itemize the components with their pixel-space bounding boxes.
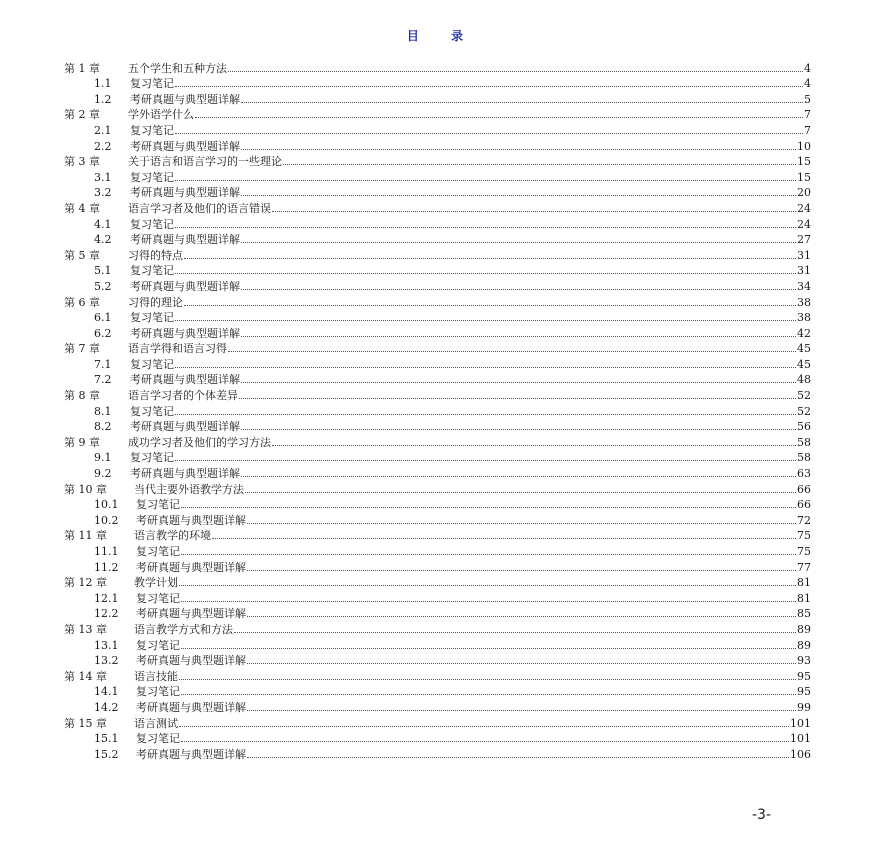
toc-section-entry[interactable]: [64, 698, 811, 714]
toc-entry-title: 复习笔记: [136, 732, 180, 746]
toc-entry-number: 7.2: [94, 373, 112, 387]
toc-section-entry[interactable]: [64, 137, 811, 153]
toc-entry-title: 复习笔记: [136, 591, 180, 605]
toc-entry-page: 77: [797, 560, 811, 574]
toc-entry-page: 4: [804, 77, 811, 91]
toc-section-entry[interactable]: [64, 418, 811, 434]
toc-entry-number: 3.2: [94, 186, 112, 200]
toc-entry-title: 复习笔记: [130, 77, 174, 91]
toc-entry-number: 6.2: [94, 326, 112, 340]
toc-dot-leader: [228, 350, 796, 352]
toc-entry-page: 4: [804, 61, 811, 75]
toc-entry-number: 第 14 章: [64, 669, 107, 683]
toc-entry-page: 34: [797, 279, 811, 293]
toc-section-entry[interactable]: [64, 636, 811, 652]
toc-entry-title: 关于语言和语言学习的一些理论: [128, 155, 282, 169]
toc-entry-page: 85: [797, 607, 811, 621]
toc-dot-leader: [179, 584, 796, 586]
toc-entry-number: 4.1: [94, 217, 112, 231]
toc-section-entry[interactable]: [64, 262, 811, 278]
toc-entry-page: 15: [797, 155, 811, 169]
toc-dot-leader: [175, 413, 796, 415]
toc-entry-page: 45: [797, 342, 811, 356]
toc-dot-leader: [241, 428, 796, 430]
toc-entry-number: 第 10 章: [64, 482, 107, 496]
toc-entry-title: 复习笔记: [136, 685, 180, 699]
toc-section-entry[interactable]: [64, 75, 811, 91]
toc-dot-leader: [247, 615, 796, 617]
toc-entry-number: 5.1: [94, 264, 112, 278]
toc-entry-title: 语言测试: [134, 716, 178, 730]
toc-section-entry[interactable]: [64, 309, 811, 325]
toc-entry-number: 9.1: [94, 451, 112, 465]
toc-section-entry[interactable]: [64, 121, 811, 137]
toc-entry-page: 66: [797, 498, 811, 512]
toc-entry-page: 89: [797, 638, 811, 652]
toc-entry-page: 81: [797, 576, 811, 590]
toc-dot-leader: [239, 397, 796, 399]
toc-dot-leader: [241, 335, 796, 337]
toc-entry-title: 复习笔记: [130, 170, 174, 184]
toc-entry-page: 99: [797, 700, 811, 714]
toc-section-entry[interactable]: [64, 730, 811, 746]
toc-dot-leader: [245, 491, 796, 493]
toc-entry-number: 第 7 章: [64, 342, 100, 356]
toc-chapter-entry[interactable]: [64, 106, 811, 122]
toc-entry-page: 101: [790, 716, 811, 730]
toc-entry-title: 语言教学的环境: [134, 529, 211, 543]
toc-entry-number: 第 15 章: [64, 716, 107, 730]
toc-dot-leader: [247, 662, 796, 664]
toc-entry-number: 8.1: [94, 404, 112, 418]
toc-chapter-entry[interactable]: [64, 620, 811, 636]
toc-entry-page: 38: [797, 295, 811, 309]
toc-chapter-entry[interactable]: [64, 480, 811, 496]
toc-entry-page: 95: [797, 685, 811, 699]
toc-entry-title: 习得的理论: [128, 295, 183, 309]
toc-chapter-entry[interactable]: [64, 386, 811, 402]
toc-entry-page: 24: [797, 201, 811, 215]
toc-entry-title: 复习笔记: [130, 357, 174, 371]
toc-entry-title: 语言技能: [134, 669, 178, 683]
toc-entry-title: 复习笔记: [130, 451, 174, 465]
toc-dot-leader: [175, 366, 796, 368]
toc-entry-page: 93: [797, 654, 811, 668]
toc-section-entry[interactable]: [64, 231, 811, 247]
toc-entry-title: 考研真题与典型题详解: [130, 92, 240, 106]
toc-dot-leader: [241, 148, 796, 150]
toc-title: 目 录: [406, 29, 478, 43]
toc-chapter-entry[interactable]: [64, 59, 811, 75]
toc-entry-title: 考研真题与典型题详解: [136, 654, 246, 668]
toc-entry-number: 第 1 章: [64, 61, 100, 75]
toc-dot-leader: [247, 756, 789, 758]
toc-dot-leader: [175, 272, 796, 274]
toc-entry-page: 7: [804, 108, 811, 122]
toc-entry-number: 2.2: [94, 139, 112, 153]
toc-entry-number: 13.1: [94, 638, 119, 652]
toc-dot-leader: [175, 319, 796, 321]
toc-section-entry[interactable]: [64, 558, 811, 574]
toc-section-entry[interactable]: [64, 449, 811, 465]
toc-entry-page: 63: [797, 467, 811, 481]
toc-dot-leader: [184, 257, 796, 259]
toc-entry-page: 31: [797, 264, 811, 278]
toc-entry-number: 10.1: [94, 498, 119, 512]
toc-section-entry[interactable]: [64, 371, 811, 387]
toc-section-entry[interactable]: [64, 277, 811, 293]
toc-dot-leader: [241, 101, 803, 103]
toc-dot-leader: [175, 179, 796, 181]
toc-entry-title: 考研真题与典型题详解: [130, 326, 240, 340]
toc-entry-title: 考研真题与典型题详解: [136, 700, 246, 714]
toc-entry-number: 6.1: [94, 311, 112, 325]
toc-dot-leader: [241, 194, 796, 196]
toc-entry-number: 11.1: [94, 545, 119, 558]
toc-entry-page: 81: [797, 591, 811, 605]
toc-entry-title: 习得的特点: [128, 248, 183, 262]
toc-entry-page: 15: [797, 170, 811, 184]
toc-entry-number: 8.2: [94, 420, 112, 434]
toc-entry-title: 考研真题与典型题详解: [130, 467, 240, 481]
toc-section-entry[interactable]: [64, 683, 811, 699]
toc-dot-leader: [241, 288, 796, 290]
toc-entry-page: 38: [797, 311, 811, 325]
toc-dot-leader: [175, 226, 796, 228]
toc-section-entry[interactable]: [64, 605, 811, 621]
toc-entry-page: 106: [790, 747, 811, 761]
toc-chapter-entry[interactable]: [64, 714, 811, 730]
toc-entry-title: 考研真题与典型题详解: [136, 747, 246, 761]
toc-entry-number: 9.2: [94, 467, 112, 481]
toc-entry-title: 考研真题与典型题详解: [136, 513, 246, 527]
toc-entry-title: 成功学习者及他们的学习方法: [128, 435, 271, 449]
toc-entry-number: 1.1: [94, 77, 112, 91]
toc-entry-number: 12.1: [94, 591, 119, 605]
toc-entry-title: 考研真题与典型题详解: [136, 560, 246, 574]
toc-entry-title: 语言学习者及他们的语言错误: [128, 201, 271, 215]
toc-chapter-entry[interactable]: [64, 340, 811, 356]
toc-entry-title: 考研真题与典型题详解: [130, 233, 240, 247]
toc-entry-number: 15.2: [94, 747, 119, 761]
toc-entry-page: 89: [797, 622, 811, 636]
toc-dot-leader: [247, 522, 796, 524]
toc-entry-number: 4.2: [94, 233, 112, 247]
toc-dot-leader: [212, 537, 796, 539]
toc-entry-page: 95: [797, 669, 811, 683]
toc-chapter-entry[interactable]: [64, 153, 811, 169]
toc-entry-number: 7.1: [94, 357, 112, 371]
toc-entry-title: 复习笔记: [136, 545, 180, 558]
toc-entry-page: 52: [797, 389, 811, 403]
toc-entry-number: 第 6 章: [64, 295, 100, 309]
toc-entry-number: 1.2: [94, 92, 112, 106]
toc-section-entry[interactable]: [64, 355, 811, 371]
toc-section-entry[interactable]: [64, 90, 811, 106]
toc-section-entry[interactable]: [64, 511, 811, 527]
toc-entry-title: 复习笔记: [136, 498, 180, 512]
toc-entry-number: 13.2: [94, 654, 119, 668]
toc-dot-leader: [247, 569, 796, 571]
toc-dot-leader: [179, 725, 789, 727]
toc-entry-title: 当代主要外语教学方法: [134, 482, 244, 496]
toc-dot-leader: [241, 475, 796, 477]
toc-entry-number: 12.2: [94, 607, 119, 621]
page-number: -3-: [752, 807, 772, 823]
toc-dot-leader: [241, 241, 796, 243]
toc-entry-number: 第 5 章: [64, 248, 100, 262]
toc-entry-title: 考研真题与典型题详解: [130, 373, 240, 387]
toc-entry-title: 语言学得和语言习得: [128, 342, 227, 356]
toc-entry-number: 第 13 章: [64, 622, 107, 636]
toc-dot-leader: [175, 132, 803, 134]
toc-section-entry[interactable]: [64, 464, 811, 480]
toc-entry-number: 14.2: [94, 700, 119, 714]
toc-dot-leader: [272, 444, 796, 446]
toc-dot-leader: [247, 709, 796, 711]
toc-section-entry[interactable]: [64, 215, 811, 231]
toc-entry-title: 复习笔记: [130, 123, 174, 137]
toc-entry-title: 考研真题与典型题详解: [130, 420, 240, 434]
toc-entry-title: 复习笔记: [130, 264, 174, 278]
toc-dot-leader: [184, 304, 796, 306]
toc-dot-leader: [181, 740, 789, 742]
toc-entry-page: 48: [797, 373, 811, 387]
toc-dot-leader: [175, 459, 796, 461]
toc-section-entry[interactable]: [64, 324, 811, 340]
toc-entry-page: 42: [797, 326, 811, 340]
toc-entry-number: 3.1: [94, 170, 112, 184]
toc-dot-leader: [283, 163, 796, 165]
toc-chapter-entry[interactable]: [64, 293, 811, 309]
toc-dot-leader: [181, 647, 796, 649]
toc-entry-number: 第 11 章: [64, 529, 107, 543]
toc-entry-title: 五个学生和五种方法: [128, 61, 227, 75]
toc-entry-title: 语言教学方式和方法: [134, 622, 233, 636]
toc-entry-page: 58: [797, 435, 811, 449]
toc-entry-number: 10.2: [94, 513, 119, 527]
toc-entry-title: 复习笔记: [136, 638, 180, 652]
toc-entry-page: 27: [797, 233, 811, 247]
toc-entry-number: 第 12 章: [64, 576, 107, 590]
toc-entry-page: 31: [797, 248, 811, 262]
toc-section-entry[interactable]: [64, 542, 811, 558]
toc-dot-leader: [181, 693, 796, 695]
toc-entry-number: 第 9 章: [64, 435, 100, 449]
toc-entry-page: 20: [797, 186, 811, 200]
toc-entry-page: 75: [797, 529, 811, 543]
toc-entry-title: 考研真题与典型题详解: [130, 186, 240, 200]
toc-chapter-entry[interactable]: [64, 667, 811, 683]
toc-list: [64, 59, 811, 761]
toc-entry-page: 52: [797, 404, 811, 418]
toc-entry-page: 24: [797, 217, 811, 231]
toc-entry-page: 66: [797, 482, 811, 496]
toc-dot-leader: [272, 210, 796, 212]
toc-dot-leader: [175, 85, 803, 87]
toc-section-entry[interactable]: [64, 496, 811, 512]
toc-entry-title: 考研真题与典型题详解: [136, 607, 246, 621]
toc-entry-title: 复习笔记: [130, 217, 174, 231]
toc-entry-number: 15.1: [94, 732, 119, 746]
toc-section-entry[interactable]: [64, 745, 811, 761]
toc-chapter-entry[interactable]: [64, 433, 811, 449]
toc-section-entry[interactable]: [64, 652, 811, 668]
toc-dot-leader: [181, 506, 796, 508]
toc-section-entry[interactable]: [64, 402, 811, 418]
toc-dot-leader: [181, 553, 796, 555]
toc-chapter-entry[interactable]: [64, 199, 811, 215]
toc-entry-title: 考研真题与典型题详解: [130, 139, 240, 153]
toc-dot-leader: [241, 381, 796, 383]
toc-entry-page: 45: [797, 357, 811, 371]
toc-entry-number: 2.1: [94, 123, 112, 137]
toc-dot-leader: [195, 116, 803, 118]
toc-entry-number: 5.2: [94, 279, 112, 293]
toc-dot-leader: [179, 678, 796, 680]
toc-dot-leader: [228, 70, 803, 72]
toc-entry-title: 语言学习者的个体差异: [128, 389, 238, 403]
toc-entry-page: 75: [797, 545, 811, 558]
toc-dot-leader: [234, 631, 796, 633]
toc-entry-number: 11.2: [94, 560, 119, 574]
toc-entry-title: 学外语学什么: [128, 108, 194, 122]
toc-chapter-entry[interactable]: [64, 574, 811, 590]
toc-entry-number: 第 4 章: [64, 201, 100, 215]
toc-section-entry[interactable]: [64, 168, 811, 184]
toc-entry-title: 考研真题与典型题详解: [130, 279, 240, 293]
toc-chapter-entry[interactable]: [64, 246, 811, 262]
toc-entry-number: 第 8 章: [64, 389, 100, 403]
toc-entry-title: 复习笔记: [130, 311, 174, 325]
toc-section-entry[interactable]: [64, 589, 811, 605]
toc-section-entry[interactable]: [64, 184, 811, 200]
toc-entry-title: 复习笔记: [130, 404, 174, 418]
toc-entry-page: 56: [797, 420, 811, 434]
toc-entry-page: 5: [804, 92, 811, 106]
toc-entry-page: 7: [804, 123, 811, 137]
toc-entry-page: 58: [797, 451, 811, 465]
toc-entry-title: 教学计划: [134, 576, 178, 590]
toc-entry-page: 101: [790, 732, 811, 746]
toc-entry-number: 第 3 章: [64, 155, 100, 169]
toc-entry-number: 第 2 章: [64, 108, 100, 122]
toc-entry-page: 72: [797, 513, 811, 527]
toc-entry-number: 14.1: [94, 685, 119, 699]
toc-chapter-entry[interactable]: [64, 527, 811, 543]
toc-entry-page: 10: [797, 139, 811, 153]
toc-dot-leader: [181, 600, 796, 602]
